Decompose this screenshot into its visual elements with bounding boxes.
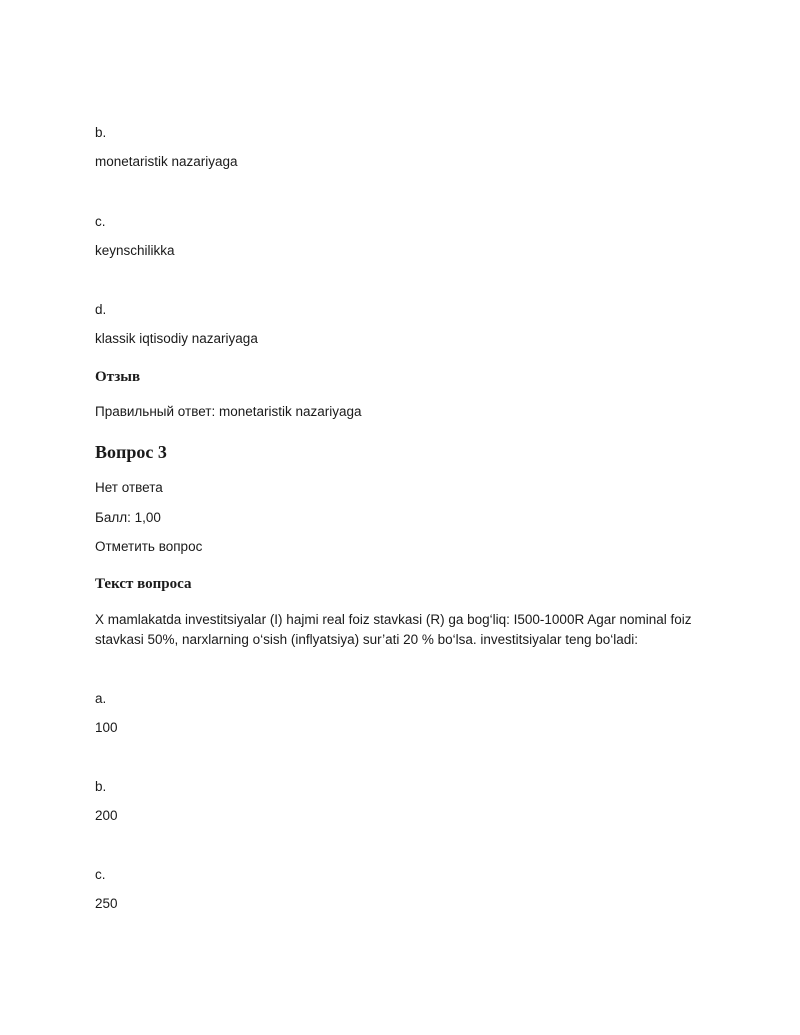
option-d-text: klassik iqtisodiy nazariyaga: [95, 331, 258, 346]
feedback-text: Правильный ответ: monetaristik nazariyaga: [95, 404, 362, 419]
answer-c-text[interactable]: 250: [95, 896, 118, 911]
answer-b-letter: b.: [95, 779, 107, 794]
answer-a-letter: a.: [95, 691, 107, 706]
option-c-text: keynschilikka: [95, 243, 175, 258]
question-score: Балл: 1,00: [95, 510, 161, 525]
question-text: X mamlakatda investitsiyalar (I) hajmi real foiz stavkasi (R) ga bog‘liq: I500-1000R Agar nominal foiz stavkasi 50%, narxlarning o‘sish (inflyatsiya) sur’ati 20 % bo‘lsa. investitsiyalar teng bo‘ladi:: [95, 612, 692, 647]
option-b-text: monetaristik nazariyaga: [95, 154, 238, 169]
answer-c-letter: c.: [95, 867, 106, 882]
question-status: Нет ответа: [95, 480, 163, 495]
answer-b-text[interactable]: 200: [95, 808, 118, 823]
question-title: Вопрос 3: [95, 442, 167, 462]
option-b-letter: b.: [95, 125, 107, 140]
flag-question-link[interactable]: Отметить вопрос: [95, 539, 203, 554]
option-d-letter: d.: [95, 302, 107, 317]
feedback-heading: Отзыв: [95, 369, 141, 385]
answer-a-text[interactable]: 100: [95, 720, 118, 735]
question-text-heading: Текст вопроса: [95, 576, 192, 592]
option-c-letter: c.: [95, 214, 106, 229]
